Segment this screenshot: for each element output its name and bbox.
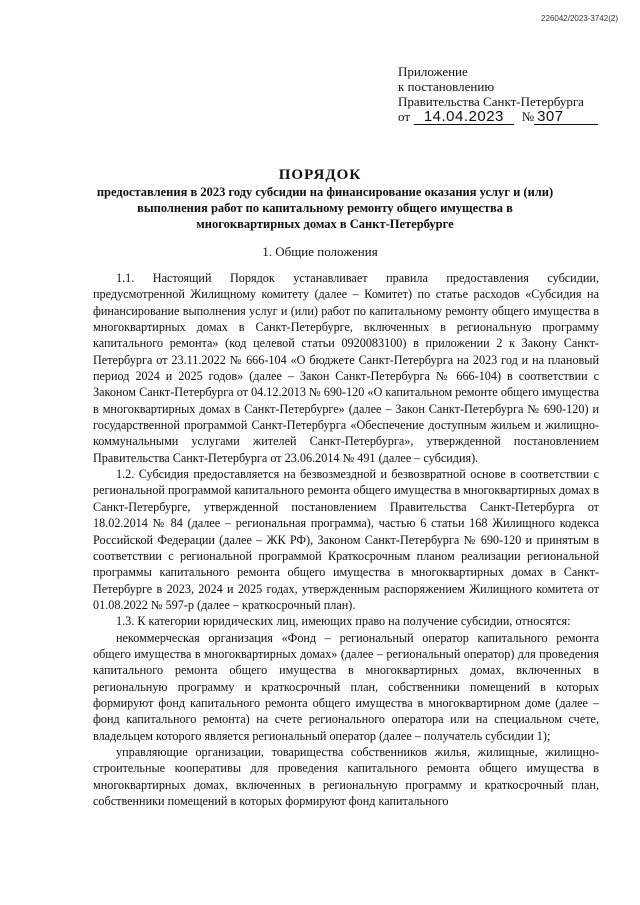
paragraph: 1.3. К категории юридических лиц, имеющих право на получение субсидии, относятся: [116, 614, 571, 629]
document-title: ПОРЯДОК [278, 167, 362, 183]
date-value: 14.04.2023 [414, 110, 514, 125]
appendix-line-2: к постановлению [398, 79, 495, 94]
number-label: № [521, 109, 535, 124]
document-body [93, 270, 599, 809]
appendix-line-3: Правительства Санкт-Петербурга [398, 94, 584, 109]
number-value: 307 [534, 110, 598, 125]
document-number: 226042/2023-3742(2) [541, 14, 618, 23]
section-heading: 1. Общие положения [262, 244, 378, 259]
paragraph: 1.1. Настоящий Порядок устанавливает правила предоставления субсидии, предусмотренной Жилищному комитету (далее – Комитет) по статье расходов «Субсидия на финансирование выполнения услуг и (или) работ по капитальному ремонту общего имущества в многоквартирных домах в Санкт-Петербурге, включенных в региональную программу капитального ремонта» (код целевой статьи 0920083100) в приложении 2 к Закону Санкт-Петербурга от 23.11.2022 № 666-104 «О бюджете Санкт-Петербурга на 2023 год и на плановый период 2024 и 2025 годов» (далее – Закон Санкт-Петербурга № 666-104) в соответствии с Законом Санкт-Петербурга от 04.12.2013 № 690-120 «О капитальном ремонте общего имущества в многоквартирных домах в Санкт-Петербурге» (далее – Закон Санкт-Петербурга № 690-120) и государственной программой Санкт-Петербурга «Обеспечение доступным жильем и жилищно-коммунальными услугами жителей Санкт-Петербурга», утвержденной постановлением Правительства Санкт-Петербурга от 23.06.2014 № 491 (далее – субсидия). [93, 271, 599, 465]
paragraph: некоммерческая организация «Фонд – региональный оператор капитального ремонта общего имущества в многоквартирных домах» (далее – региональный оператор) для проведения капитального ремонта общего имущества в многоквартирных домах, включенных в региональную программу и краткосрочный план, собственники помещений в которых формируют фонд капитального ремонта общего имущества в многоквартирном доме (далее – фонд капитального ремонта) на счете регионального оператора или на специальном счете, владельцем которого является региональный оператор (далее – получатель субсидии 1); [93, 630, 599, 743]
appendix-block [398, 64, 598, 125]
paragraph: управляющие организации, товарищества собственников жилья, жилищные, жилищно-строительные кооперативы для проведения капитального ремонта общего имущества в многоквартирных домах, включенных в региональную программу и краткосрочный план, собственники помещений в которых формируют фонд капитального [93, 744, 599, 808]
document-subtitle: предоставления в 2023 году субсидии на финансирование оказания услуг и (или) выполнения работ по капитальному ремонту общего имущества в многоквартирных домах в Санкт-Петербурге [96, 185, 554, 231]
date-label: от [398, 109, 411, 124]
appendix-line-1: Приложение [398, 64, 468, 79]
paragraph: 1.2. Субсидия предоставляется на безвозмездной и безвозвратной основе в соответствии с региональной программой капитального ремонта общего имущества в многоквартирных домах в Санкт-Петербурге, утвержденной постановлением Правительства Санкт-Петербурга от 18.02.2014 № 84 (далее – региональная программа), частью 6 статьи 168 Жилищного кодекса Российской Федерации (далее – ЖК РФ), Законом Санкт-Петербурга № 690-120 и принятым в соответствии с региональной программой Краткосрочным планом реализации региональной программы капитального ремонта общего имущества в многоквартирных домах в Санкт-Петербурге в 2023, 2024 и 2025 годах, утвержденным распоряжением Жилищного комитета от 01.08.2022 № 597-р (далее – краткосрочный план). [93, 467, 599, 612]
appendix-date-row [398, 109, 598, 125]
